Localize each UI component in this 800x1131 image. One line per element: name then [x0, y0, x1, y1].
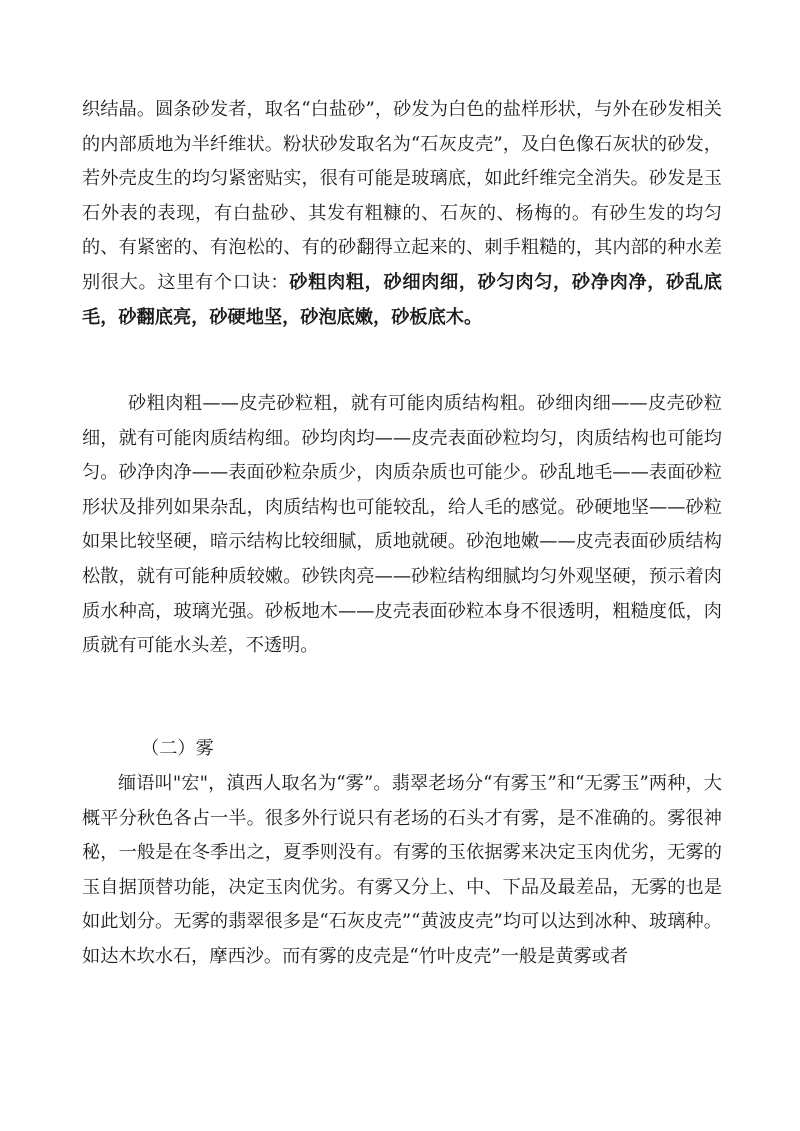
paragraph-sand-texture [82, 93, 722, 335]
paragraph-text: 织结晶。圆条砂发者，取名“白盐砂”，砂发为白色的盐样形状，与外在砂发相关的内部质地为半纤维状。粉状砂发取名为“石灰皮壳”，及白色像石灰状的砂发，若外壳皮生的均匀紧密贴实，很有可能是玻璃底，如此纤维完全消失。砂发是玉石外表的表现，有白盐砂、其发有粗糠的、石灰的、杨梅的。有砂生发的均匀的、有紧密的、有泡松的、有的砂翻得立起来的、刺手粗糙的，其内部的种水差别很大。这里有个口诀： [82, 99, 722, 293]
paragraph-mnemonic-explanation: 砂粗肉粗——皮壳砂粒粗，就有可能肉质结构粗。砂细肉细——皮壳砂粒细，就有可能肉质结构细。砂均肉均——皮壳表面砂粒均匀，肉质结构也可能均匀。砂净肉净——表面砂粒杂质少，肉质杂质也可能少。砂乱地毛——表面砂粒形状及排列如果杂乱，肉质结构也可能较乱，给人毛的感觉。砂硬地坚——砂粒如果比较坚硬，暗示结构比较细腻，质地就硬。砂泡地嫩——皮壳表面砂质结构松散，就有可能种质较嫩。砂铁肉亮——砂粒结构细腻均匀外观坚硬，预示着肉质水种高，玻璃光强。砂板地木——皮壳表面砂粒本身不很透明，粗糙度低，肉质就有可能水头差，不透明。 [82, 393, 722, 657]
section-heading-fog: （二）雾 [141, 738, 214, 759]
paragraph-fog: 缅语叫"宏"，滇西人取名为“雾”。翡翠老场分“有雾玉”和“无雾玉”两种，大概平分秋色各占一半。很多外行说只有老场的石头才有雾，是不准确的。雾很神秘，一般是在冬季出之，夏季则没有。有雾的玉依据雾来决定玉肉优劣，无雾的玉自据顶替功能，决定玉肉优劣。有雾又分上、中、下品及最差品，无雾的也是如此划分。无雾的翡翠很多是“石灰皮壳”“黄波皮壳”均可以达到冰种、玻璃种。如达木坎水石，摩西沙。而有雾的皮壳是“竹叶皮壳”一般是黄雾或者 [82, 773, 722, 967]
mnemonic-bold-text: 砂粗肉粗，砂细肉细，砂匀肉匀，砂净肉净，砂乱底毛，砂翻底亮，砂硬地坚，砂泡底嫩，砂板底木。 [82, 271, 722, 328]
